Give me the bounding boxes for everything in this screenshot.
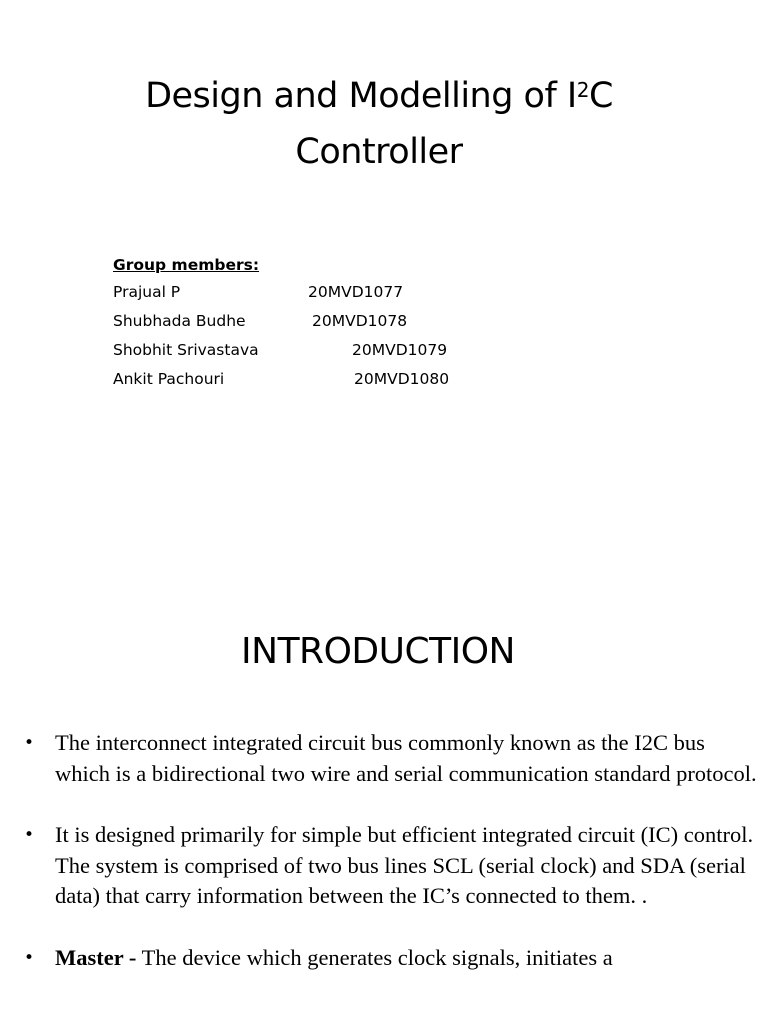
bullet-text: The interconnect integrated circuit bus commonly known as the I2C bus which is a bidirectional two wire and serial communication standard protocol. (55, 730, 757, 786)
member-row (113, 365, 450, 394)
group-members-label: Group members: (113, 256, 260, 274)
member-name: Ankit Pachouri (113, 370, 225, 388)
bullet-item (24, 728, 764, 789)
bullet-list (24, 728, 764, 1004)
slide-title-line1: Design and Modelling of $I^2C$ (145, 76, 613, 116)
member-row (113, 278, 404, 307)
member-name: Shobhit Srivastava (113, 341, 259, 359)
bullet-item (24, 820, 764, 912)
member-id: 20MVD1080 (354, 370, 450, 388)
member-id: 20MVD1079 (352, 341, 448, 359)
slide-title-line2: Controller (295, 132, 463, 172)
member-id: 20MVD1077 (308, 283, 404, 301)
member-row (113, 307, 408, 336)
slide-title (0, 68, 758, 180)
bullet-dot: • (24, 947, 35, 968)
member-name: Shubhada Budhe (113, 312, 246, 330)
bullet-dot: • (24, 733, 35, 753)
group-members (113, 252, 450, 394)
member-row (113, 336, 448, 365)
bullet-text: It is designed primarily for simple but efficient integrated circuit (IC) control. The system is comprised of two bus lines SCL (serial clock) and SDA (serial data) that carry information between the IC’s connected to them. . (55, 822, 754, 908)
introduction-title: INTRODUCTION (241, 631, 515, 672)
bullet-dot: • (24, 825, 35, 845)
bullet-bold-term: Master - (55, 944, 137, 970)
bullet-item (24, 943, 764, 974)
superscript-2: 2 (576, 78, 589, 102)
member-name: Prajual P (113, 283, 181, 301)
member-id: 20MVD1078 (312, 312, 408, 330)
bullet-text: The device which generates clock signals, initiates a (136, 944, 613, 970)
